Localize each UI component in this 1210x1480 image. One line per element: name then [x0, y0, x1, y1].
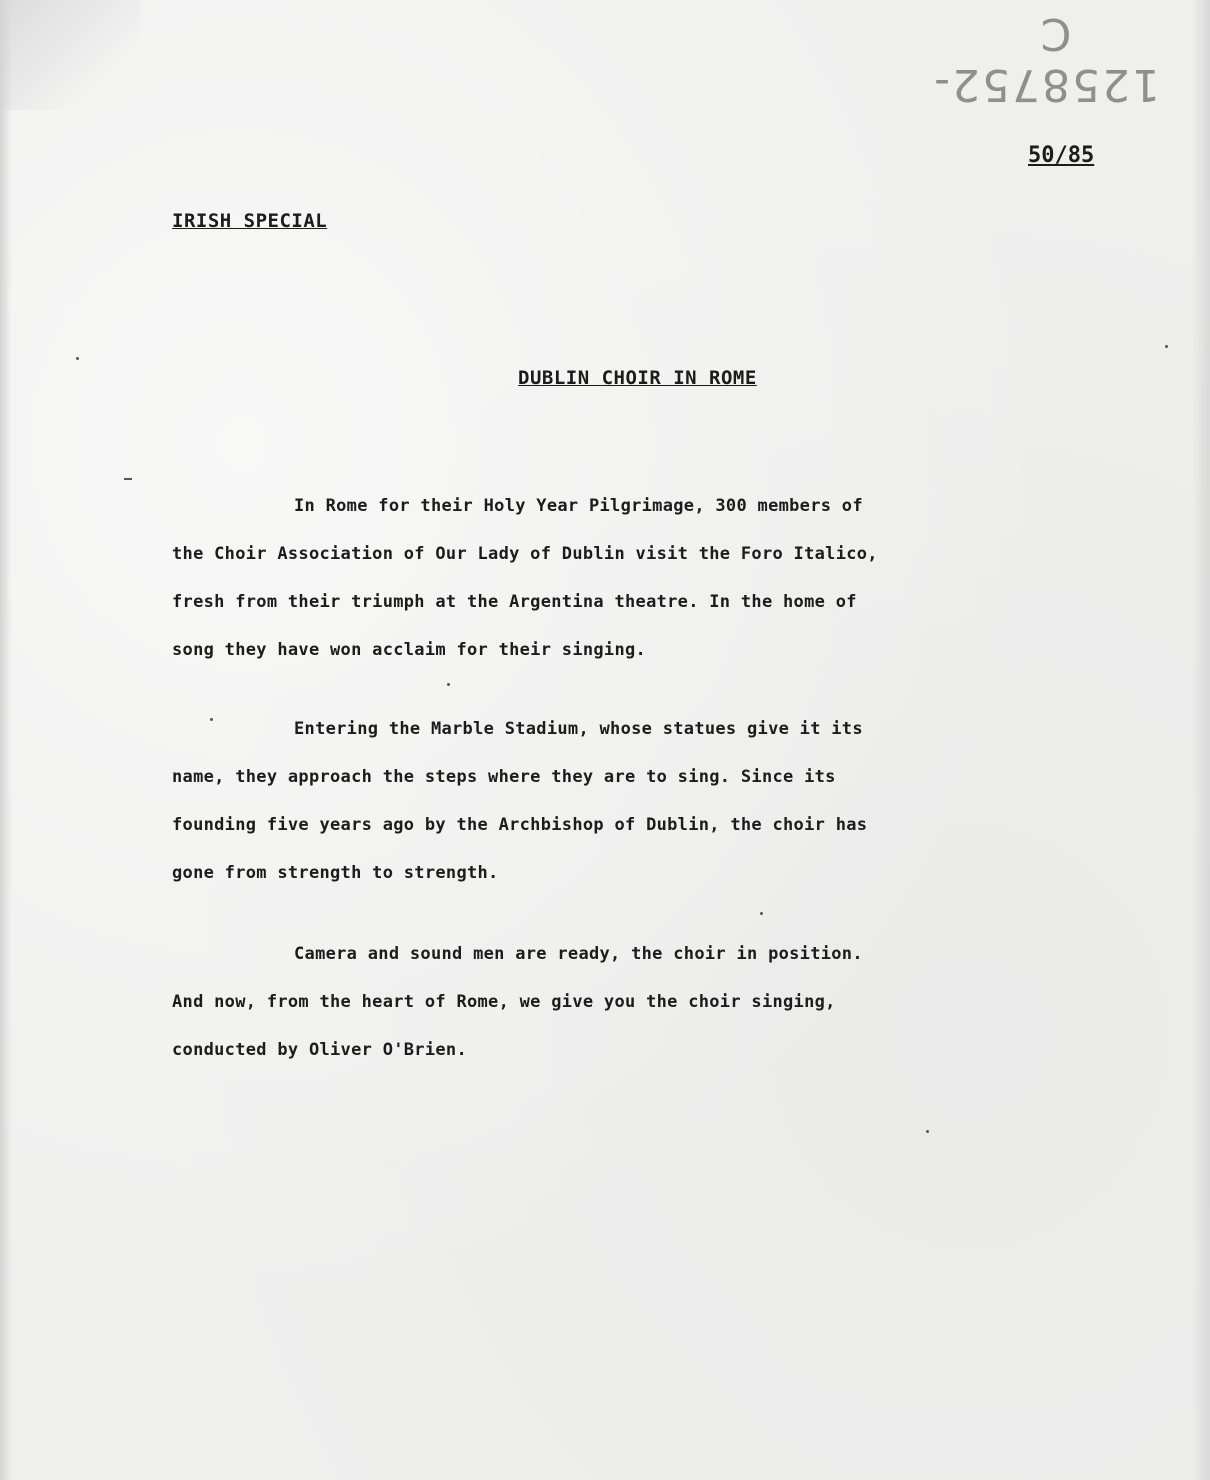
paper-speck: [210, 718, 213, 721]
paragraph-line: the Choir Association of Our Lady of Dublin visit the Foro Italico,: [172, 544, 878, 564]
paper-speck: [926, 1130, 929, 1133]
paper-speck: [76, 357, 79, 360]
paragraph-line: gone from strength to strength.: [172, 863, 499, 883]
paragraph-line: And now, from the heart of Rome, we give you the choir singing,: [172, 992, 836, 1012]
paragraph-line: Entering the Marble Stadium, whose statues give it its: [294, 719, 863, 739]
paper-speck: [447, 683, 450, 686]
paragraph-3: [172, 930, 1012, 1074]
paper-speck: [124, 478, 132, 480]
folded-corner: [0, 0, 140, 110]
paper-speck: [1165, 345, 1168, 348]
page-edge-left: [0, 0, 12, 1480]
reference-number: 50/85: [1028, 143, 1095, 168]
page-edge-right: [1192, 0, 1210, 1480]
archive-number: 1258752-C: [932, 8, 1160, 110]
paragraph-line: founding five years ago by the Archbishop of Dublin, the choir has: [172, 815, 868, 835]
paragraph-line: song they have won acclaim for their singing.: [172, 640, 647, 660]
paragraph-line: fresh from their triumph at the Argentina theatre. In the home of: [172, 592, 857, 612]
paper-speck: [760, 912, 763, 915]
paragraph-1: [172, 482, 1012, 674]
section-label: IRISH SPECIAL: [172, 210, 328, 232]
paragraph-line: Camera and sound men are ready, the choir in position.: [294, 944, 863, 964]
paragraph-2: [172, 705, 1012, 897]
paragraph-line: name, they approach the steps where they are to sing. Since its: [172, 767, 836, 787]
document-title: DUBLIN CHOIR IN ROME: [518, 367, 757, 389]
paragraph-line: In Rome for their Holy Year Pilgrimage, 300 members of: [294, 496, 863, 516]
paragraph-line: conducted by Oliver O'Brien.: [172, 1040, 467, 1060]
